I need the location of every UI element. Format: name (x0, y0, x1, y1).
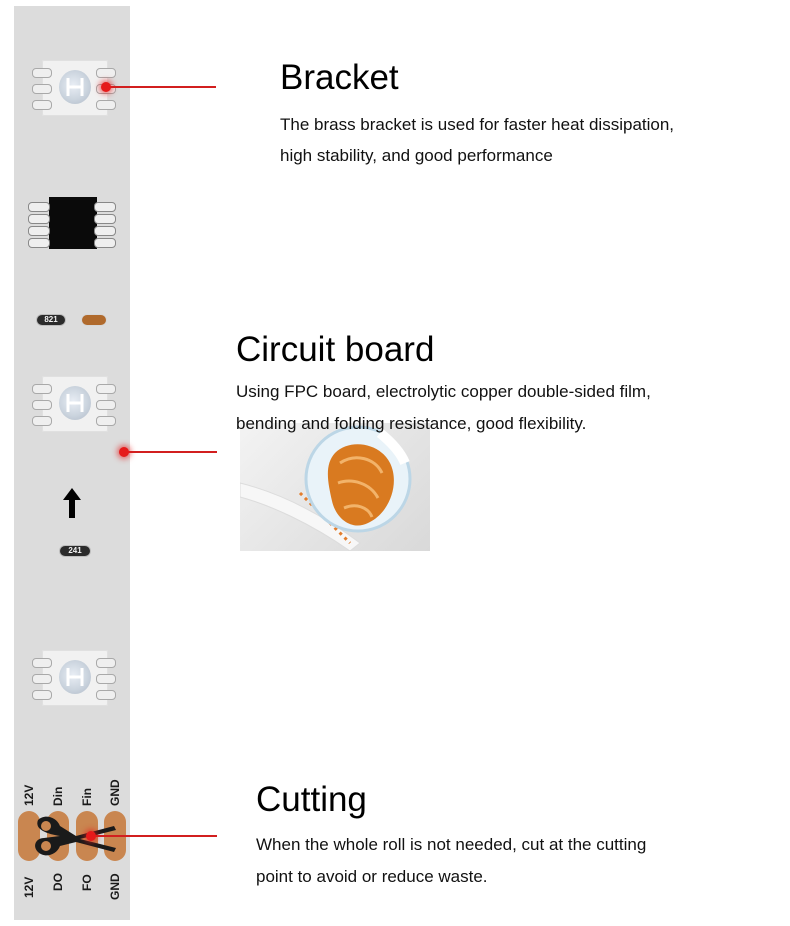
circuit-board-title: Circuit board (236, 330, 435, 369)
pointer-dot-circuit (119, 447, 129, 457)
pointer-line-circuit (124, 451, 217, 453)
pointer-dot-bracket (101, 82, 111, 92)
resistor-821: 821 (37, 315, 65, 325)
pin-label-bottom-fo: FO (80, 874, 94, 891)
ic-chip (49, 197, 97, 249)
fpc-board-photo (240, 423, 430, 551)
cutting-description-line-1: When the whole roll is not needed, cut at the cutting (256, 835, 647, 854)
capacitor (82, 315, 106, 325)
bracket-description-line-2: high stability, and good performance (280, 146, 553, 165)
pin-label-bottom-gnd: GND (108, 873, 122, 900)
pin-label-bottom-do: DO (51, 873, 65, 891)
cutting-description-line-2: point to avoid or reduce waste. (256, 867, 488, 886)
pin-label-top-fin: Fin (80, 788, 94, 806)
pin-label-top-12v: 12V (22, 784, 36, 806)
cutting-title: Cutting (256, 780, 367, 819)
pin-label-top-din: Din (51, 786, 65, 806)
pointer-line-bracket (106, 86, 216, 88)
bracket-description-line-1: The brass bracket is used for faster heat dissipation, (280, 115, 675, 134)
pointer-dot-cutting (86, 831, 96, 841)
direction-arrow-icon (63, 488, 81, 518)
circuit-board-description-line-1: Using FPC board, electrolytic copper double-sided film, (236, 382, 651, 401)
resistor-241: 241 (60, 546, 90, 556)
bracket-title: Bracket (280, 58, 399, 97)
pointer-line-cutting (90, 835, 217, 837)
pin-label-top-gnd: GND (108, 779, 122, 806)
circuit-board-description-line-2: bending and folding resistance, good flexibility. (236, 414, 587, 433)
pin-label-bottom-12v: 12V (22, 876, 36, 898)
